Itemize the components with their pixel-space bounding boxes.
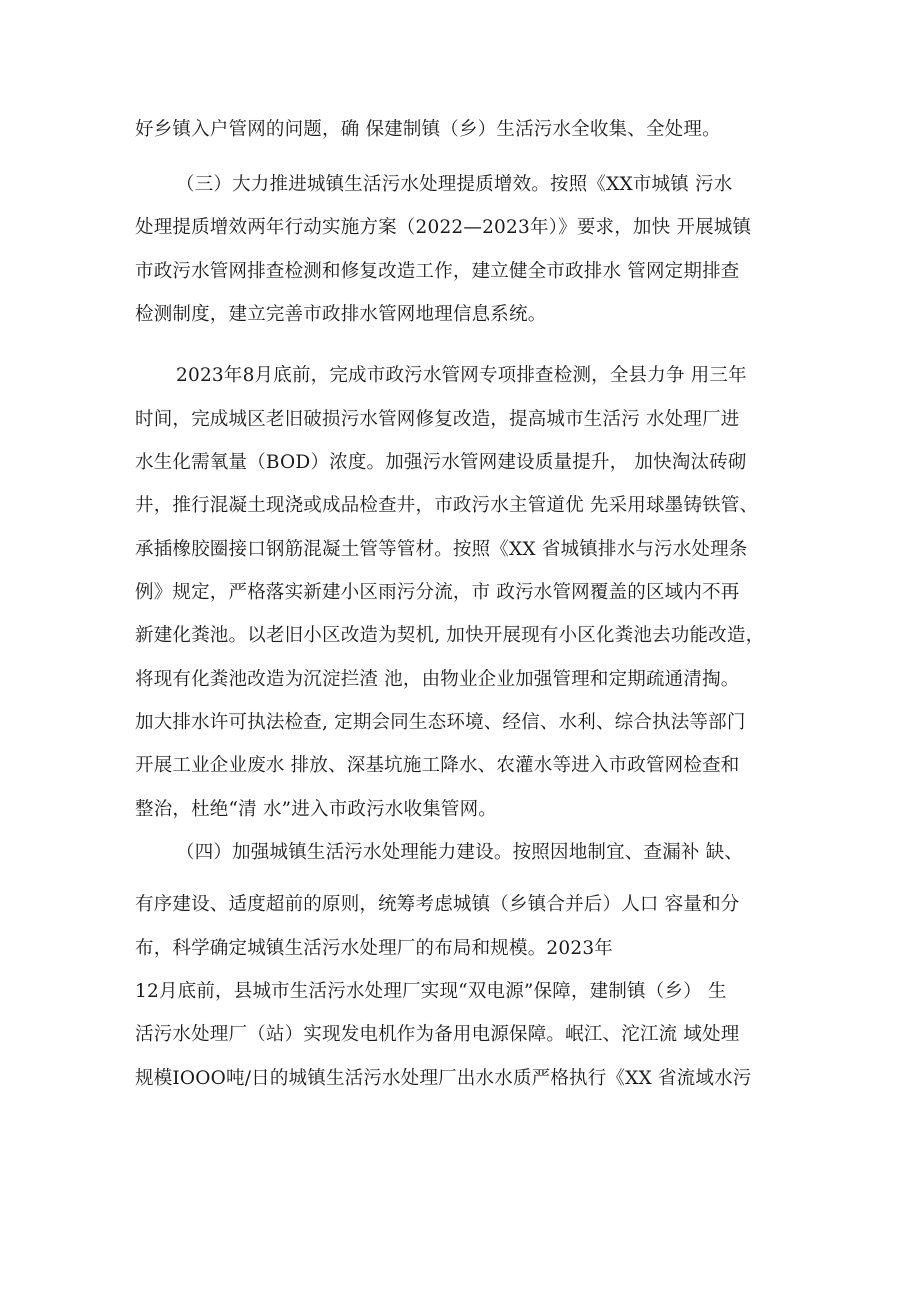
body-text-line: 12月底前，县城市生活污水处理厂实现“双电源”保障，建制镇（乡） 生 — [135, 981, 727, 1002]
body-text-line: 例》规定，严格落实新建小区雨污分流，市 政污水管网覆盖的区域内不再 — [135, 582, 740, 603]
body-text-line: 承插橡胶圈接口钢筋混凝土管等管材。按照《XX 省城镇排水与污水处理条 — [135, 539, 748, 560]
section-heading-4: （四）加强城镇生活污水处理能力建设。按照因地制宜、查漏补 缺、 — [176, 842, 744, 863]
body-text-line: 布，科学确定城镇生活污水处理厂的布局和规模。2023年 — [135, 938, 613, 959]
body-text-line: 时间，完成城区老旧破损污水管网修复改造，提高城市生活污 水处理厂进 — [135, 409, 740, 430]
body-text-line: 将现有化粪池改造为沉淀拦渣 池，由物业企业加强管理和定期疏通清掏。 — [135, 669, 740, 690]
body-text-line: 水生化需氧量（BOD）浓度。加强污水管网建设质量提升， 加快淘汰砖砌 — [135, 452, 747, 473]
body-text-line: 规模IOOO吨/日的城镇生活污水处理厂出水水质严格执行《XX 省流域水污 — [135, 1068, 752, 1089]
section-heading-3: （三）大力推进城镇生活污水处理提质增效。按照《XX市城镇 污水 — [176, 174, 733, 195]
body-text-line: 新建化粪池。以老旧小区改造为契机, 加快开展现有小区化粪池去功能改造， — [135, 625, 765, 646]
body-text-line: 处理提质增效两年行动实施方案（2022—2023年）》要求，加快 开展城镇 — [135, 217, 752, 238]
paragraph-start: 2023年8月底前，完成市政污水管网专项排查检测，全县力争 用三年 — [176, 365, 747, 386]
body-text-line: 活污水处理厂（站）实现发电机作为备用电源保障。岷江、沱江流 域处理 — [135, 1024, 740, 1045]
body-text-line: 开展工业企业废水 排放、深基坑施工降水、农灌水等进入市政管网检查和 — [135, 755, 740, 776]
body-text-line: 检测制度，建立完善市政排水管网地理信息系统。 — [135, 304, 547, 325]
body-text-line: 市政污水管网排查检测和修复改造工作，建立健全市政排水 管网定期排查 — [135, 261, 740, 282]
body-text-line: 井，推行混凝土现浇或成品检查井，市政污水主管道优 先采用球墨铸铁管、 — [135, 495, 759, 516]
body-text-line: 好乡镇入户管网的问题，确 保建制镇（乡）生活污水全收集、全处理。 — [135, 119, 721, 140]
body-text-line: 有序建设、适度超前的原则，统筹考虑城镇（乡镇合并后）人口 容量和分 — [135, 894, 740, 915]
body-text-line: 加大排水许可执法检查, 定期会同生态环境、经信、水利、综合执法等部门 — [135, 712, 746, 733]
body-text-line: 整治，杜绝“清 水”进入市政污水收集管网。 — [135, 799, 497, 820]
